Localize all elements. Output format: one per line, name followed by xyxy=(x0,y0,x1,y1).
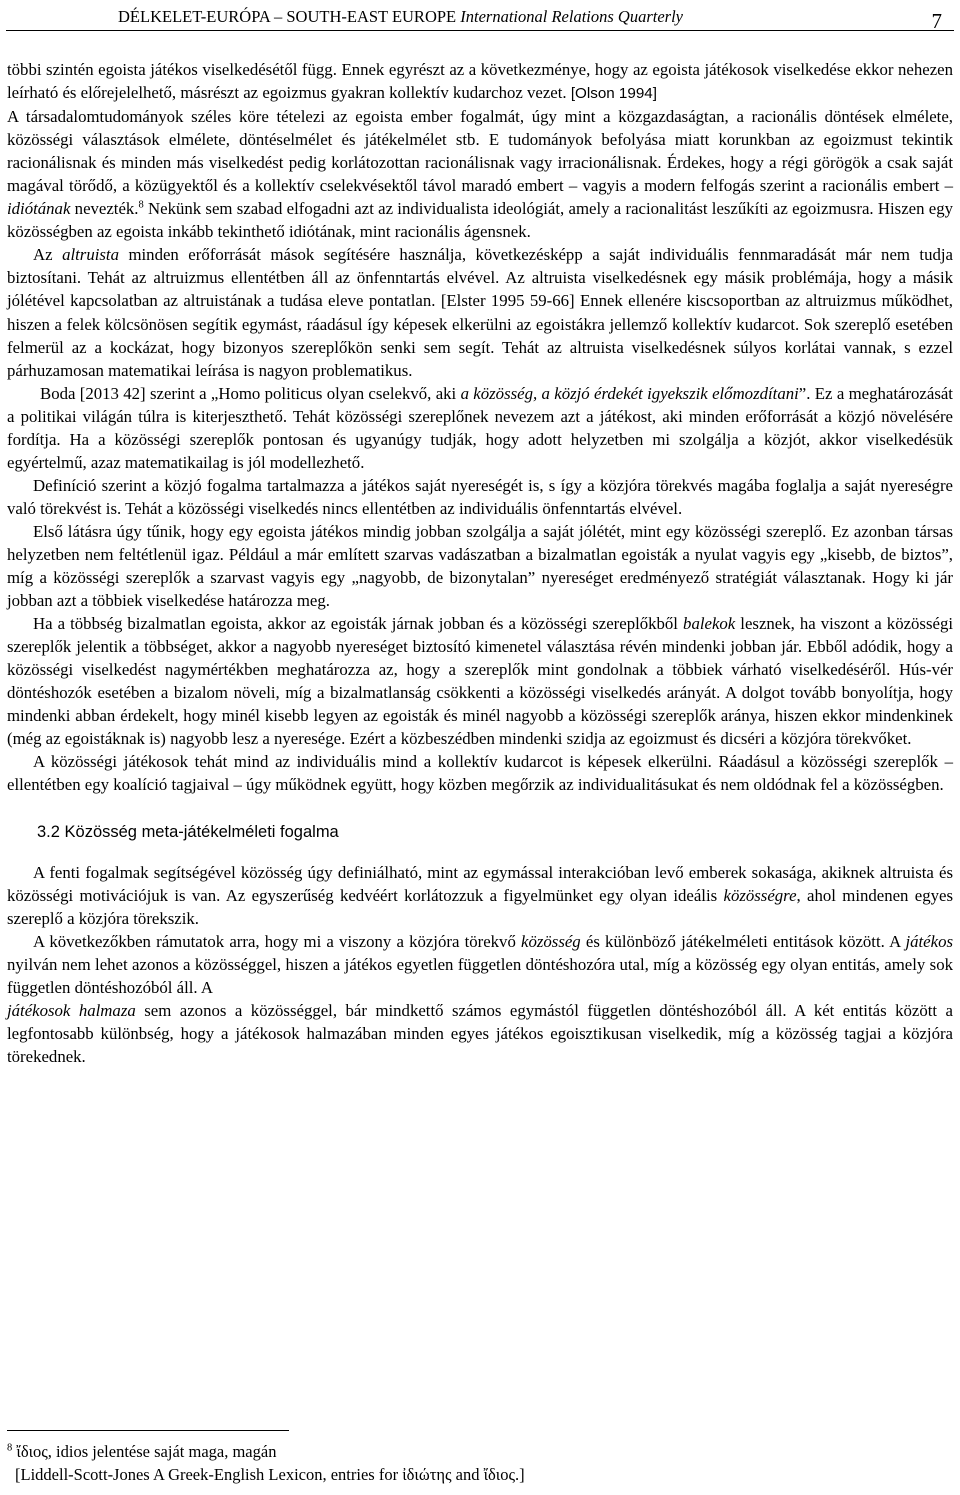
paragraph-7: A közösségi játékosok tehát mind az individuális mind a kollektív kudarcot is képesek elkerülni. Ráadásul a közösségi szereplők – ellentétben egy koalíció tagjaival – úgy működnek együtt, hogy közben megőrzik az individualitásukat és nem oldódnak fel a közösségben. xyxy=(7,752,953,795)
text: lesznek, ha viszont a közösségi szereplők jelentik a többséget, akkor a nagyobb nyereséget biztosító kimenetel választása révén mindenki jobban jár. Ebből adódik, hogy a közösségi viselkedést nagymértékben meghatározza az, hogy a szereplők mint gondolnak a többiek várható viselkedéséről. Hús-vér döntéshozók esetében a bizalom növeli, míg a bizalmatlanság csökkenti a közösségi viselkedés arányát. A dolgot tovább bonyolítja, hogy mindenki abban érdekelt, hogy minél kisebb legyen az egoisták és minél nagyobb a közösségi szereplők aránya, hiszen ekkor mindenkinek (még az egoistáknak is) nagyobb lesz a nyeresége. Ezért a közbeszédben mindenki szidja az egoizmust és dicséri a közjóra törekvőket. xyxy=(7,614,953,749)
text: nyilván nem lehet azonos a közösséggel, hiszen a játékos egyetlen független döntéshozóra utal, míg a közösség egy olyan entitás, amely sok független döntéshozóból áll. A xyxy=(7,954,953,997)
paragraph-3 xyxy=(7,382,953,474)
footnote-text: ἴδιος, idios jelentése saját maga, magán xyxy=(16,1442,277,1461)
emphasis: idiótának xyxy=(7,199,71,219)
section-heading: 3.2 Közösség meta-játékelméleti fogalma xyxy=(37,822,339,841)
emphasis: közösség xyxy=(521,931,581,951)
emphasis: altruista xyxy=(62,245,119,265)
emphasis: balekok xyxy=(683,614,736,634)
emphasis: közösségre xyxy=(723,885,797,905)
running-header xyxy=(6,4,954,31)
text: sem azonos a közösséggel, bár mindkettő számos egymástól független döntéshozóból áll. A két entitás között a legfontosabb különbség, hogy a játékosok halmazában minden egyes játékos egoisztikusan viselkedik, míg a közösség tagjai a közjóra törekednek. xyxy=(7,1000,953,1066)
footnote-ref-8: 8 xyxy=(138,199,144,211)
paragraph-9 xyxy=(7,930,953,1068)
journal-title-sub: International Relations Quarterly xyxy=(460,7,683,26)
page-body xyxy=(7,58,953,1068)
footnote-mark: 8 xyxy=(7,1442,13,1454)
paragraph-6 xyxy=(7,612,953,750)
emphasis: a közösség, a közjó érdekét igyekszik előmozdítani xyxy=(460,383,799,403)
paragraph-4: Definíció szerint a közjó fogalma tartalmazza a játékos saját nyereségét is, s így a közjóra törekvés magába foglalja a saját nyereségre való törekvést is. Tehát a közösségi viselkedés nincs ellentétben az individuális önfenntartás elvével. xyxy=(7,475,953,518)
paragraph-2 xyxy=(7,243,953,381)
footnote-source: [Liddell-Scott-Jones A Greek-English Lexicon, entries for ἰδιώτης and ἴδιος.] xyxy=(15,1464,525,1484)
text: ”. Ez a meghatározását a politikai világán túlra is kiterjeszthető. Tehát közösségi szereplőnek nevezem azt a játékost, aki minden erőforrását a közjó növelésére fordítja. Ha a közösségi szereplők pontosan és ugyanúgy tudják, hogy adott helyzetben mi szolgálja a közjót, akkor viselkedésük egyértelmű, azaz matematikailag is jól modellezhető. xyxy=(7,383,953,472)
text: Boda [2013 42] szerint a „Homo politicus olyan cselekvő, aki xyxy=(40,383,457,403)
journal-title-main: DÉLKELET-EURÓPA – SOUTH-EAST EUROPE xyxy=(118,7,457,26)
text: és különböző játékelméleti entitások között. A xyxy=(585,931,901,951)
text: A fenti fogalmak segítségével közösség úgy definiálható, mint az egymással interakcióban levő emberek sokasága, akiknek altruista és közösségi motivációjuk is van. Az egyszerűség kedvéért korlátozzuk a figyelmünket egy olyan ideális xyxy=(7,862,953,905)
journal-title xyxy=(118,7,683,27)
paragraph-1 xyxy=(7,58,953,243)
footnote-separator xyxy=(7,1430,289,1431)
text: minden erőforrását mások segítésére használja, következésképp a saját individuális fennmaradását már nem tudja biztosítani. Tehát az altruizmus ellentétben áll az önfenntartás elvével. Az altruista viselkedésnek egy másik problémája, hogy a másik jólétével kapcsolatban az altruistának a tudása eleve pontatlan. [Elster 1995 59-66] Ennek ellenére kiscsoportban az altruizmus működhet, hiszen a felek kölcsönösen segítik egymást, ráadásul így képesek elkerülni az egoistákra jellemző kollektív kudarcot. Sok szereplő esetében felmerül az a kockázat, hogy bizonyos szereplőkön senki sem segít. Tehát az altruista viselkedésnek súlyos korlátai vannak, s ezzel párhuzamosan matematikai leírása is nagyon problematikus. xyxy=(7,245,953,380)
text: Ha a többség bizalmatlan egoista, akkor az egoisták járnak jobban és a közösségi szereplőkből xyxy=(33,614,678,634)
text: A következőkben rámutatok arra, hogy mi a viszony a közjóra törekvő xyxy=(33,931,516,951)
text: Az xyxy=(33,245,53,265)
emphasis: játékos xyxy=(905,931,953,951)
emphasis: játékosok halmaza xyxy=(7,1000,136,1020)
footnote-8 xyxy=(7,1441,953,1486)
paragraph-5: Első látásra úgy tűnik, hogy egy egoista játékos mindig jobban szolgálja a saját jólétét, mint egy közösségi szereplő. Ez azonban társas helyzetben nem feltétlenül igaz. Például a már említett szarvas vadászatban a bizalmatlan egoisták a nyulat vagyis egy „kisebb, de biztos”, míg a közösségi szereplők a szarvast vagyis egy „nagyobb, de bizonytalan” nyereséget eredményező stratégiát választanak. Hogy ki jár jobban azt a többiek viselkedése határozza meg. xyxy=(7,521,953,611)
citation-olson: [Olson 1994] xyxy=(570,85,657,103)
text: , ahol mindenen egyes szereplő a közjóra törekszik. xyxy=(7,885,953,928)
paragraph-8 xyxy=(7,861,953,930)
text: nevezték. xyxy=(74,199,139,219)
text: többi szintén egoista játékos viselkedésétől függ. Ennek egyrészt az a következménye, hogy az egoista játékosok viselkedése ekkor nehezen leírható és előrejelelhető, másrészt az egoizmus gyakran kollektív kudarchoz vezet. xyxy=(7,60,953,103)
text: Nekünk sem szabad elfogadni azt az individualista ideológiát, amely a racionalitást leszűkíti az egoizmusra. Hiszen egy közösségben az egoista inkább tekinthető idiótának, mint racionális ágensnek. xyxy=(7,199,953,242)
text: A társadalomtudományok széles köre tételezi az egoista ember fogalmát, úgy mint a közgazdaságtan, a racionális döntések elmélete, közösségi választások elmélete, döntéselmélet és játékelmélet stb. E tudományok befolyása miatt korunkban az egoizmust tekintik racionálisnak és minden más viselkedést pedig korlátozottan racionálisnak vagy irracionálisnak. Érdekes, hogy a régi görögök a csak saját magával törődő, a közügyektől és a kollektív cselekvésektől távol maradó embert – vagyis a modern felfogás szerint a racionális embert – xyxy=(7,107,953,196)
page-number: 7 xyxy=(931,9,942,33)
